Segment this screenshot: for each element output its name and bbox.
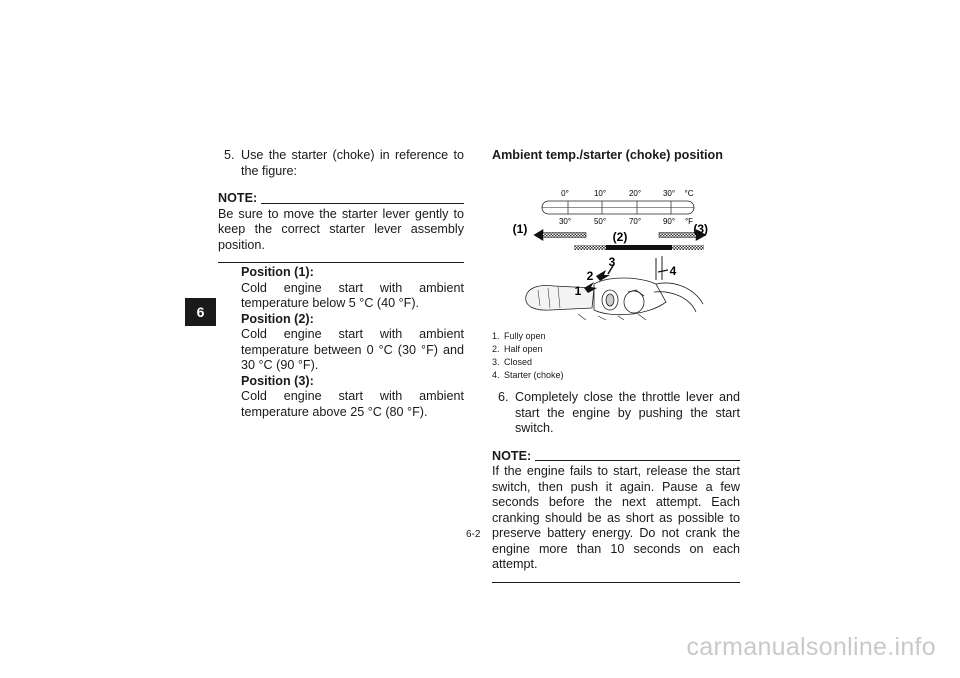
position-1-label: (1) (512, 221, 528, 236)
legend-item (492, 330, 740, 343)
callout-4-label: 4 (669, 263, 677, 278)
starter-knob-center (606, 294, 614, 306)
position-text: Cold engine start with ambient temperature between 0 °C (30 °F) and 30 °C (90 °F). (241, 327, 464, 372)
position-item (241, 265, 464, 312)
control-knob (624, 291, 644, 313)
note-divider (492, 582, 740, 583)
chapter-tab: 6 (185, 298, 216, 326)
celsius-tick-label: 20° (628, 188, 642, 198)
position-item (241, 374, 464, 421)
celsius-tick-label: 10° (593, 188, 607, 198)
legend-number: 2. (492, 344, 500, 354)
celsius-tick-label: 30° (662, 188, 676, 198)
note-rule (261, 203, 464, 204)
position-title: Position (1): (241, 265, 314, 279)
starter-position-figure (498, 184, 708, 322)
legend-number: 3. (492, 357, 500, 367)
watermark: carmanualsonline.info (686, 633, 936, 661)
left-column (218, 148, 464, 420)
step-6 (492, 390, 740, 437)
position-1-arrowhead (534, 229, 543, 240)
step-text: Completely close the throttle lever and start the engine by pushing the start switch. (515, 390, 740, 435)
celsius-tick-label: 0° (561, 188, 569, 198)
figure-legend (492, 330, 740, 382)
callout-3-label: 3 (608, 254, 616, 269)
position-title: Position (2): (241, 311, 314, 326)
legend-item (492, 343, 740, 356)
note-header (218, 191, 464, 207)
note-label: NOTE: (218, 191, 258, 205)
fahrenheit-tick-label: 70° (628, 216, 642, 226)
position-item (241, 312, 464, 374)
note-divider (218, 262, 464, 263)
legend-number: 1. (492, 331, 500, 341)
fahrenheit-tick-label: 50° (593, 216, 607, 226)
callout-2-label: 2 (586, 268, 594, 283)
fahrenheit-tick-label: 90° (662, 216, 676, 226)
position-list (241, 265, 464, 420)
step-5 (218, 148, 464, 179)
position-2-bar-hatch-right (672, 245, 704, 250)
note-header (492, 449, 740, 465)
note-rule (535, 460, 740, 461)
legend-item (492, 356, 740, 369)
note-label: NOTE: (492, 448, 532, 463)
legend-text: Fully open (504, 331, 546, 341)
legend-text: Starter (choke) (504, 370, 564, 380)
note-text: If the engine fails to start, release the start switch, then push it again. Pause a few seconds before the next attempt. Each cranking should be as short as possible to preserve battery energy. Do not crank the engine more than 10 seconds on each attempt. (492, 464, 740, 571)
position-bars (513, 222, 708, 250)
temperature-scale (542, 189, 694, 226)
note-text: Be sure to move the starter lever gently to keep the correct starter lever assembly position. (218, 206, 464, 252)
legend-text: Half open (504, 344, 543, 354)
position-2-label: (2) (612, 229, 628, 244)
fahrenheit-unit: °F (684, 216, 694, 226)
fahrenheit-tick-label: 30° (558, 216, 572, 226)
position-text: Cold engine start with ambient temperature below 5 °C (40 °F). (241, 280, 464, 310)
page-number: 6-2 (466, 529, 481, 540)
position-2-bar-hatch-left (574, 245, 606, 250)
step-text: Use the starter (choke) in reference to the figure: (241, 148, 464, 178)
step-number: 5. (224, 148, 235, 162)
callout-4-pointer (658, 270, 668, 272)
right-column (492, 148, 740, 583)
legend-text: Closed (504, 357, 533, 367)
figure-title: Ambient temp./starter (choke) position (492, 148, 723, 162)
legend-item (492, 369, 740, 382)
position-text: Cold engine start with ambient temperature above 25 °C (80 °F). (241, 389, 464, 419)
position-title: Position (3): (241, 373, 314, 388)
position-3-label: (3) (693, 221, 708, 236)
celsius-unit: °C (684, 188, 694, 198)
callout-1-label: 1 (574, 283, 582, 298)
legend-number: 4. (492, 370, 500, 380)
step-number: 6. (498, 390, 509, 404)
